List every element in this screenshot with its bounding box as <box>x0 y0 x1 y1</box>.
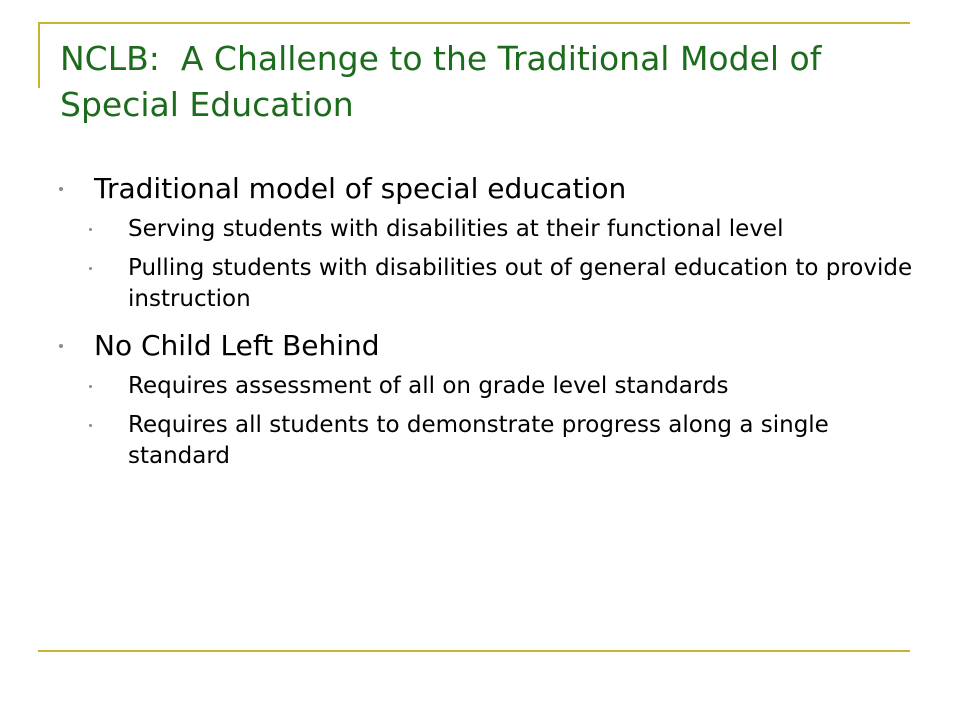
sub-bullet-text: Pulling students with disabilities out of general education to provide instruction <box>128 255 913 312</box>
bullet-dot <box>89 267 92 270</box>
top-rule <box>38 22 910 24</box>
bullet-dot <box>89 228 92 231</box>
sub-bullet-serving-students <box>89 214 915 245</box>
slide-content <box>55 170 915 484</box>
bottom-rule <box>38 650 910 652</box>
sub-bullet-text: Serving students with disabilities at their functional level <box>128 216 784 242</box>
bullet-dot <box>89 385 92 388</box>
bullet-dot <box>59 344 63 348</box>
slide-title: NCLB: A Challenge to the Traditional Model of Special Education <box>60 39 832 124</box>
sub-bullet-text: Requires assessment of all on grade level standards <box>128 373 729 399</box>
sub-list-traditional-model <box>55 214 915 315</box>
bullet-dot <box>89 424 92 427</box>
sub-bullet-requires-progress <box>89 410 915 472</box>
bullet-dot <box>59 187 63 191</box>
bullet-traditional-model <box>55 170 915 208</box>
bullet-no-child-left-behind <box>55 327 915 365</box>
bullet-text: Traditional model of special education <box>94 172 627 205</box>
sub-bullet-requires-assessment <box>89 371 915 402</box>
sub-bullet-pulling-students <box>89 253 915 315</box>
left-accent-rule <box>38 22 40 88</box>
sub-list-nclb <box>55 371 915 472</box>
bullet-text: No Child Left Behind <box>94 329 380 362</box>
sub-bullet-text: Requires all students to demonstrate progress along a single standard <box>128 412 829 469</box>
